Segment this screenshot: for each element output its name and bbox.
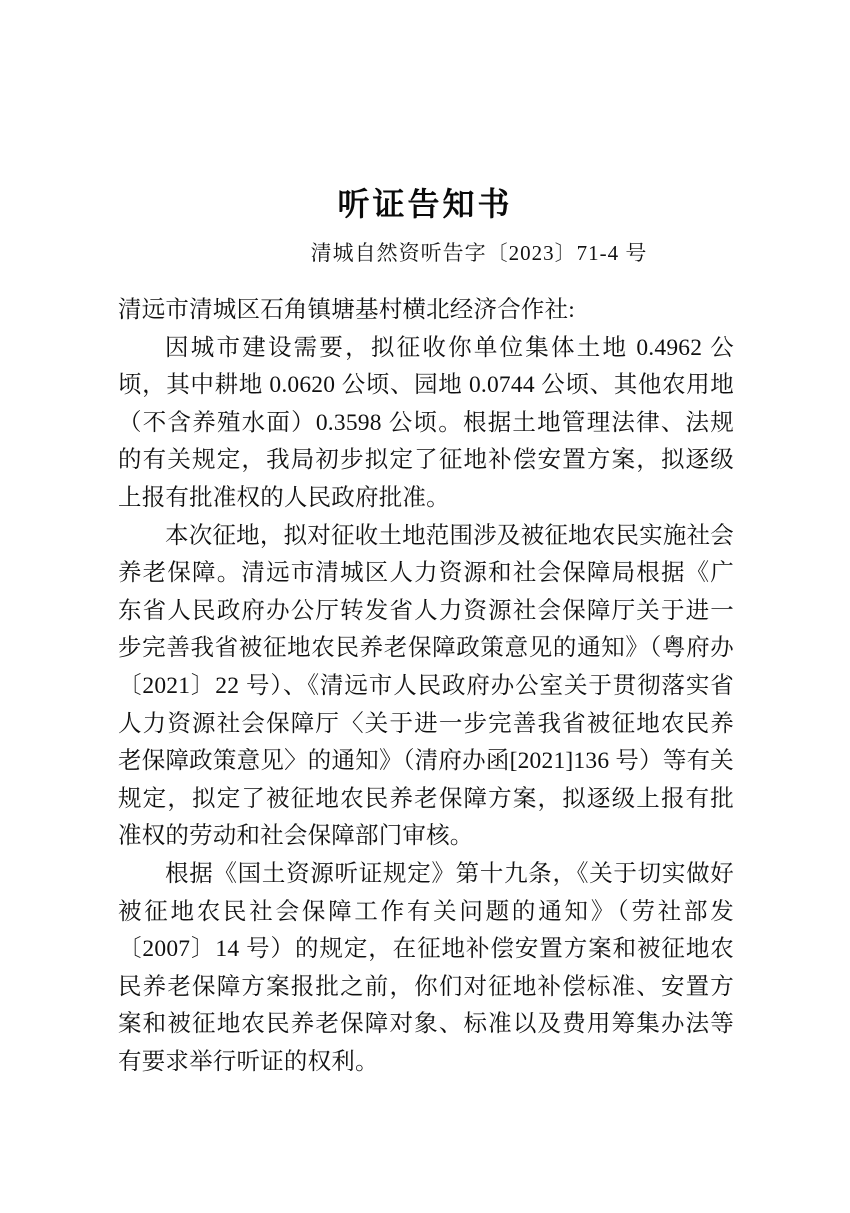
- document-serial-number: 清城自然资听告字〔2023〕71-4 号: [310, 241, 648, 265]
- body-paragraph-1: 因城市建设需要，拟征收你单位集体土地 0.4962 公顷，其中耕地 0.0620 公顷、园地 0.0744 公顷、其他农用地（不含养殖水面）0.3598 公顷。根据土地管理法律、法规的有关规定，我局初步拟定了征地补偿安置方案，拟逐级上报有批准权的人民政府批准。: [118, 334, 734, 511]
- addressee-line: 清远市清城区石角镇塘基村横北经济合作社:: [118, 297, 576, 323]
- body-paragraph-3: 根据《国土资源听证规定》第十九条，《关于切实做好被征地农民社会保障工作有关问题的通知》（劳社部发〔2007〕14 号）的规定，在征地补偿安置方案和被征地农民养老保障方案报批之前，你们对征地补偿标准、安置方案和被征地农民养老保障对象、标准以及费用筹集办法等有要求举行听证的权利。: [118, 860, 734, 1075]
- page-title: 听证告知书: [337, 186, 513, 223]
- body-paragraph-2: 本次征地，拟对征收土地范围涉及被征地农民实施社会养老保障。清远市清城区人力资源和社会保障局根据《广东省人民政府办公厅转发省人力资源社会保障厅关于进一步完善我省被征地农民养老保障政策意见的通知》（粤府办〔2021〕22 号）、《清远市人民政府办公室关于贯彻落实省人力资源社会保障厅〈关于进一步完善我省被征地农民养老保障政策意见〉的通知》（清府办函[2021]136 号）等有关规定，拟定了被征地农民养老保障方案，拟逐级上报有批准权的劳动和社会保障部门审核。: [118, 522, 734, 850]
- document-body: [118, 292, 734, 1081]
